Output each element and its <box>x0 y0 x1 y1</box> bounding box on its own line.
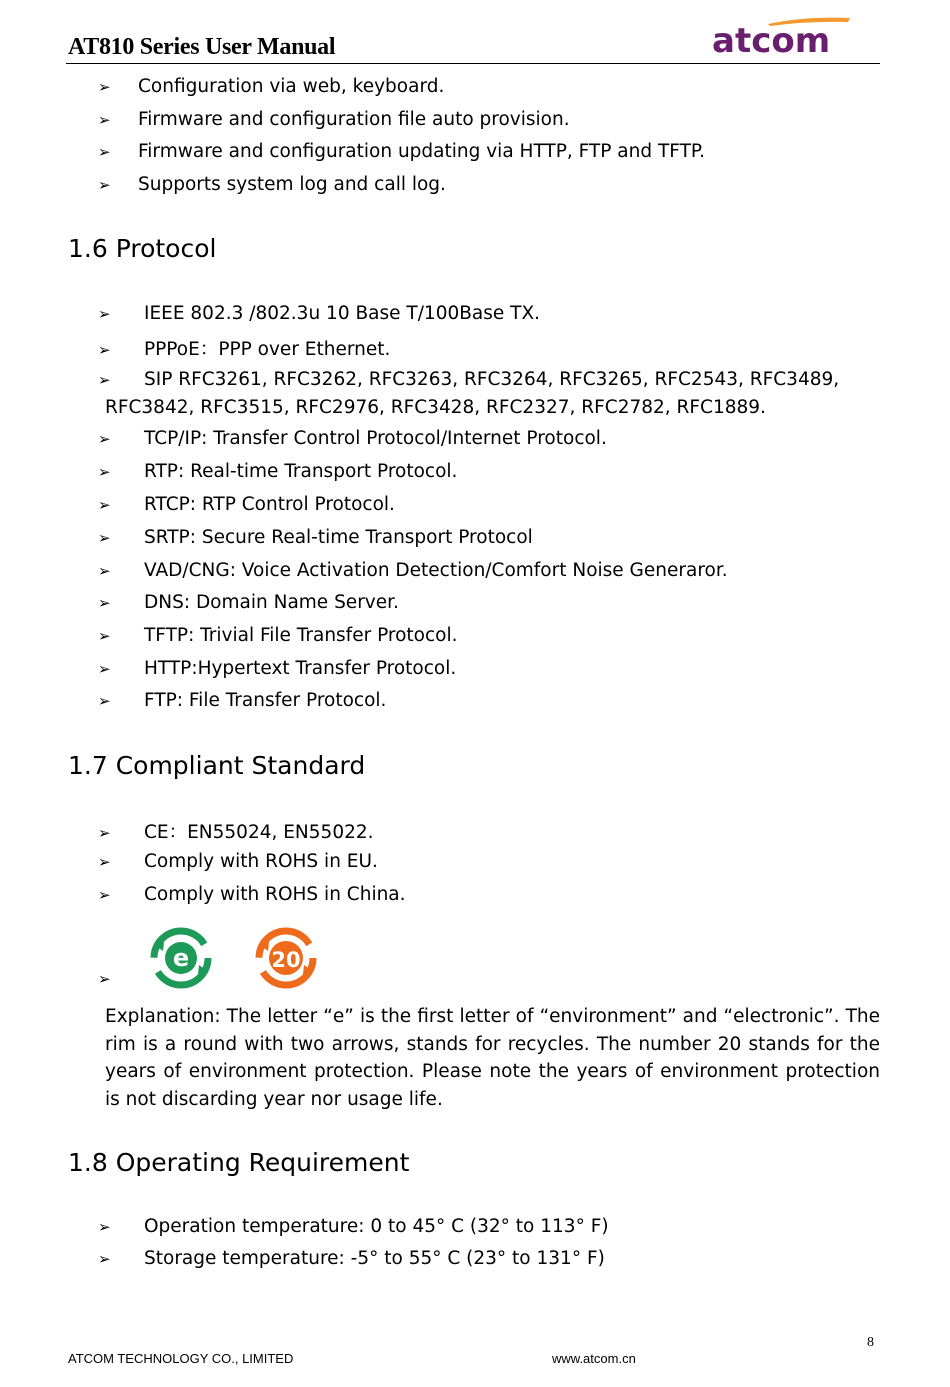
arrow-bullet-icon: ➢ <box>98 463 111 481</box>
list-item-text: RTP: Real-time Transport Protocol. <box>144 461 458 482</box>
list-item <box>98 851 378 872</box>
rohs-e-icon <box>154 931 208 985</box>
list-item-text: Storage temperature: -5° to 55° C (23° to 131° F) <box>144 1248 605 1269</box>
list-item-text: Configuration via web, keyboard. <box>138 76 445 97</box>
list-item-text: TCP/IP: Transfer Control Protocol/Internet Protocol. <box>144 428 607 449</box>
arrow-bullet-icon: ➢ <box>98 562 111 580</box>
arrow-bullet-icon: ➢ <box>98 78 111 96</box>
page-number: 8 <box>867 1335 874 1350</box>
list-item <box>98 335 390 361</box>
list-item-text: SRTP: Secure Real-time Transport Protocol <box>144 527 533 548</box>
footer-company: ATCOM TECHNOLOGY CO., LIMITED <box>68 1351 294 1366</box>
list-item-text: Firmware and configuration file auto provision. <box>138 109 570 130</box>
list-item-sip <box>98 366 888 421</box>
list-item-text: IEEE 802.3 /802.3u 10 Base T/100Base TX. <box>144 303 541 324</box>
arrow-bullet-icon: ➢ <box>98 1250 111 1268</box>
list-item-text: TFTP: Trivial File Transfer Protocol. <box>144 625 458 646</box>
arrow-bullet-icon: ➢ <box>98 970 111 988</box>
list-item-text: DNS: Domain Name Server. <box>144 592 399 613</box>
arrow-bullet-icon: ➢ <box>98 496 111 514</box>
list-item <box>98 494 395 515</box>
logo-text: atcom <box>712 21 831 58</box>
arrow-bullet-icon: ➢ <box>98 886 111 904</box>
list-item-text: Operation temperature: 0 to 45° C (32° to 113° F) <box>144 1216 609 1237</box>
list-item <box>98 527 533 548</box>
list-item-text: RTCP: RTP Control Protocol. <box>144 494 395 515</box>
list-item-text: Supports system log and call log. <box>138 174 446 195</box>
arrow-bullet-icon: ➢ <box>98 660 111 678</box>
rohs-icons <box>98 926 338 992</box>
section-heading-compliant: 1.7 Compliant Standard <box>68 751 366 780</box>
list-item <box>98 1216 609 1237</box>
section-heading-operating: 1.8 Operating Requirement <box>68 1148 410 1177</box>
arrow-bullet-icon: ➢ <box>98 529 111 547</box>
atcom-logo <box>710 14 852 58</box>
arrow-bullet-icon: ➢ <box>98 305 111 323</box>
list-item <box>98 818 374 844</box>
footer-website[interactable]: www.atcom.cn <box>552 1351 636 1366</box>
list-item <box>98 658 456 679</box>
list-item <box>98 174 446 195</box>
list-item-text: Firmware and configuration updating via HTTP, FTP and TFTP. <box>138 141 706 162</box>
list-item <box>98 428 607 449</box>
header-rule <box>66 63 880 64</box>
arrow-bullet-icon: ➢ <box>98 430 111 448</box>
arrow-bullet-icon: ➢ <box>98 1218 111 1236</box>
arrow-bullet-icon: ➢ <box>98 143 111 161</box>
arrow-bullet-icon: ➢ <box>98 824 111 842</box>
arrow-bullet-icon: ➢ <box>98 341 111 359</box>
list-item-text: HTTP:Hypertext Transfer Protocol. <box>144 658 457 679</box>
list-item <box>98 303 540 324</box>
list-item <box>98 690 386 711</box>
list-item <box>98 141 705 162</box>
rohs-e-letter: e <box>172 944 190 972</box>
sip-line-1: SIP RFC3261, RFC3262, RFC3263, RFC3264, RFC3265, RFC2543, RFC3489, <box>144 369 840 390</box>
rohs-explanation: Explanation: The letter “e” is the first letter of “environment” and “electronic”. The rim is a round with two arrows, stands for recycles. The number 20 stands for the years of environment protection. Please note the years of environment protection is not discarding year nor usage life. <box>105 1006 880 1110</box>
arrow-bullet-icon: ➢ <box>98 627 111 645</box>
list-item <box>98 461 457 482</box>
arrow-bullet-icon: ➢ <box>98 176 111 194</box>
list-item-text: VAD/CNG: Voice Activation Detection/Comfort Noise Generaror. <box>144 560 728 581</box>
list-item <box>98 1248 605 1269</box>
list-item <box>98 560 728 581</box>
list-item-text: Comply with ROHS in China. <box>144 884 406 905</box>
section-heading-protocol: 1.6 Protocol <box>68 234 217 263</box>
arrow-bullet-icon: ➢ <box>98 692 111 710</box>
rohs-20-number: 20 <box>271 948 301 972</box>
arrow-bullet-icon: ➢ <box>98 111 111 129</box>
rohs-20-icon <box>259 931 313 985</box>
list-item <box>98 109 570 130</box>
list-item <box>98 884 406 905</box>
list-item <box>98 592 399 613</box>
arrow-bullet-icon: ➢ <box>98 371 111 389</box>
sip-line-2: RFC3842, RFC3515, RFC2976, RFC3428, RFC2327, RFC2782, RFC1889. <box>105 397 766 418</box>
list-item-text: CE：EN55024, EN55022. <box>144 822 374 843</box>
list-item-text: Comply with ROHS in EU. <box>144 851 378 872</box>
list-item-text: PPPoE：PPP over Ethernet. <box>144 339 391 360</box>
arrow-bullet-icon: ➢ <box>98 594 111 612</box>
manual-title: AT810 Series User Manual <box>68 34 336 60</box>
arrow-bullet-icon: ➢ <box>98 853 111 871</box>
list-item <box>98 76 444 97</box>
list-item <box>98 625 458 646</box>
list-item-text: FTP: File Transfer Protocol. <box>144 690 387 711</box>
